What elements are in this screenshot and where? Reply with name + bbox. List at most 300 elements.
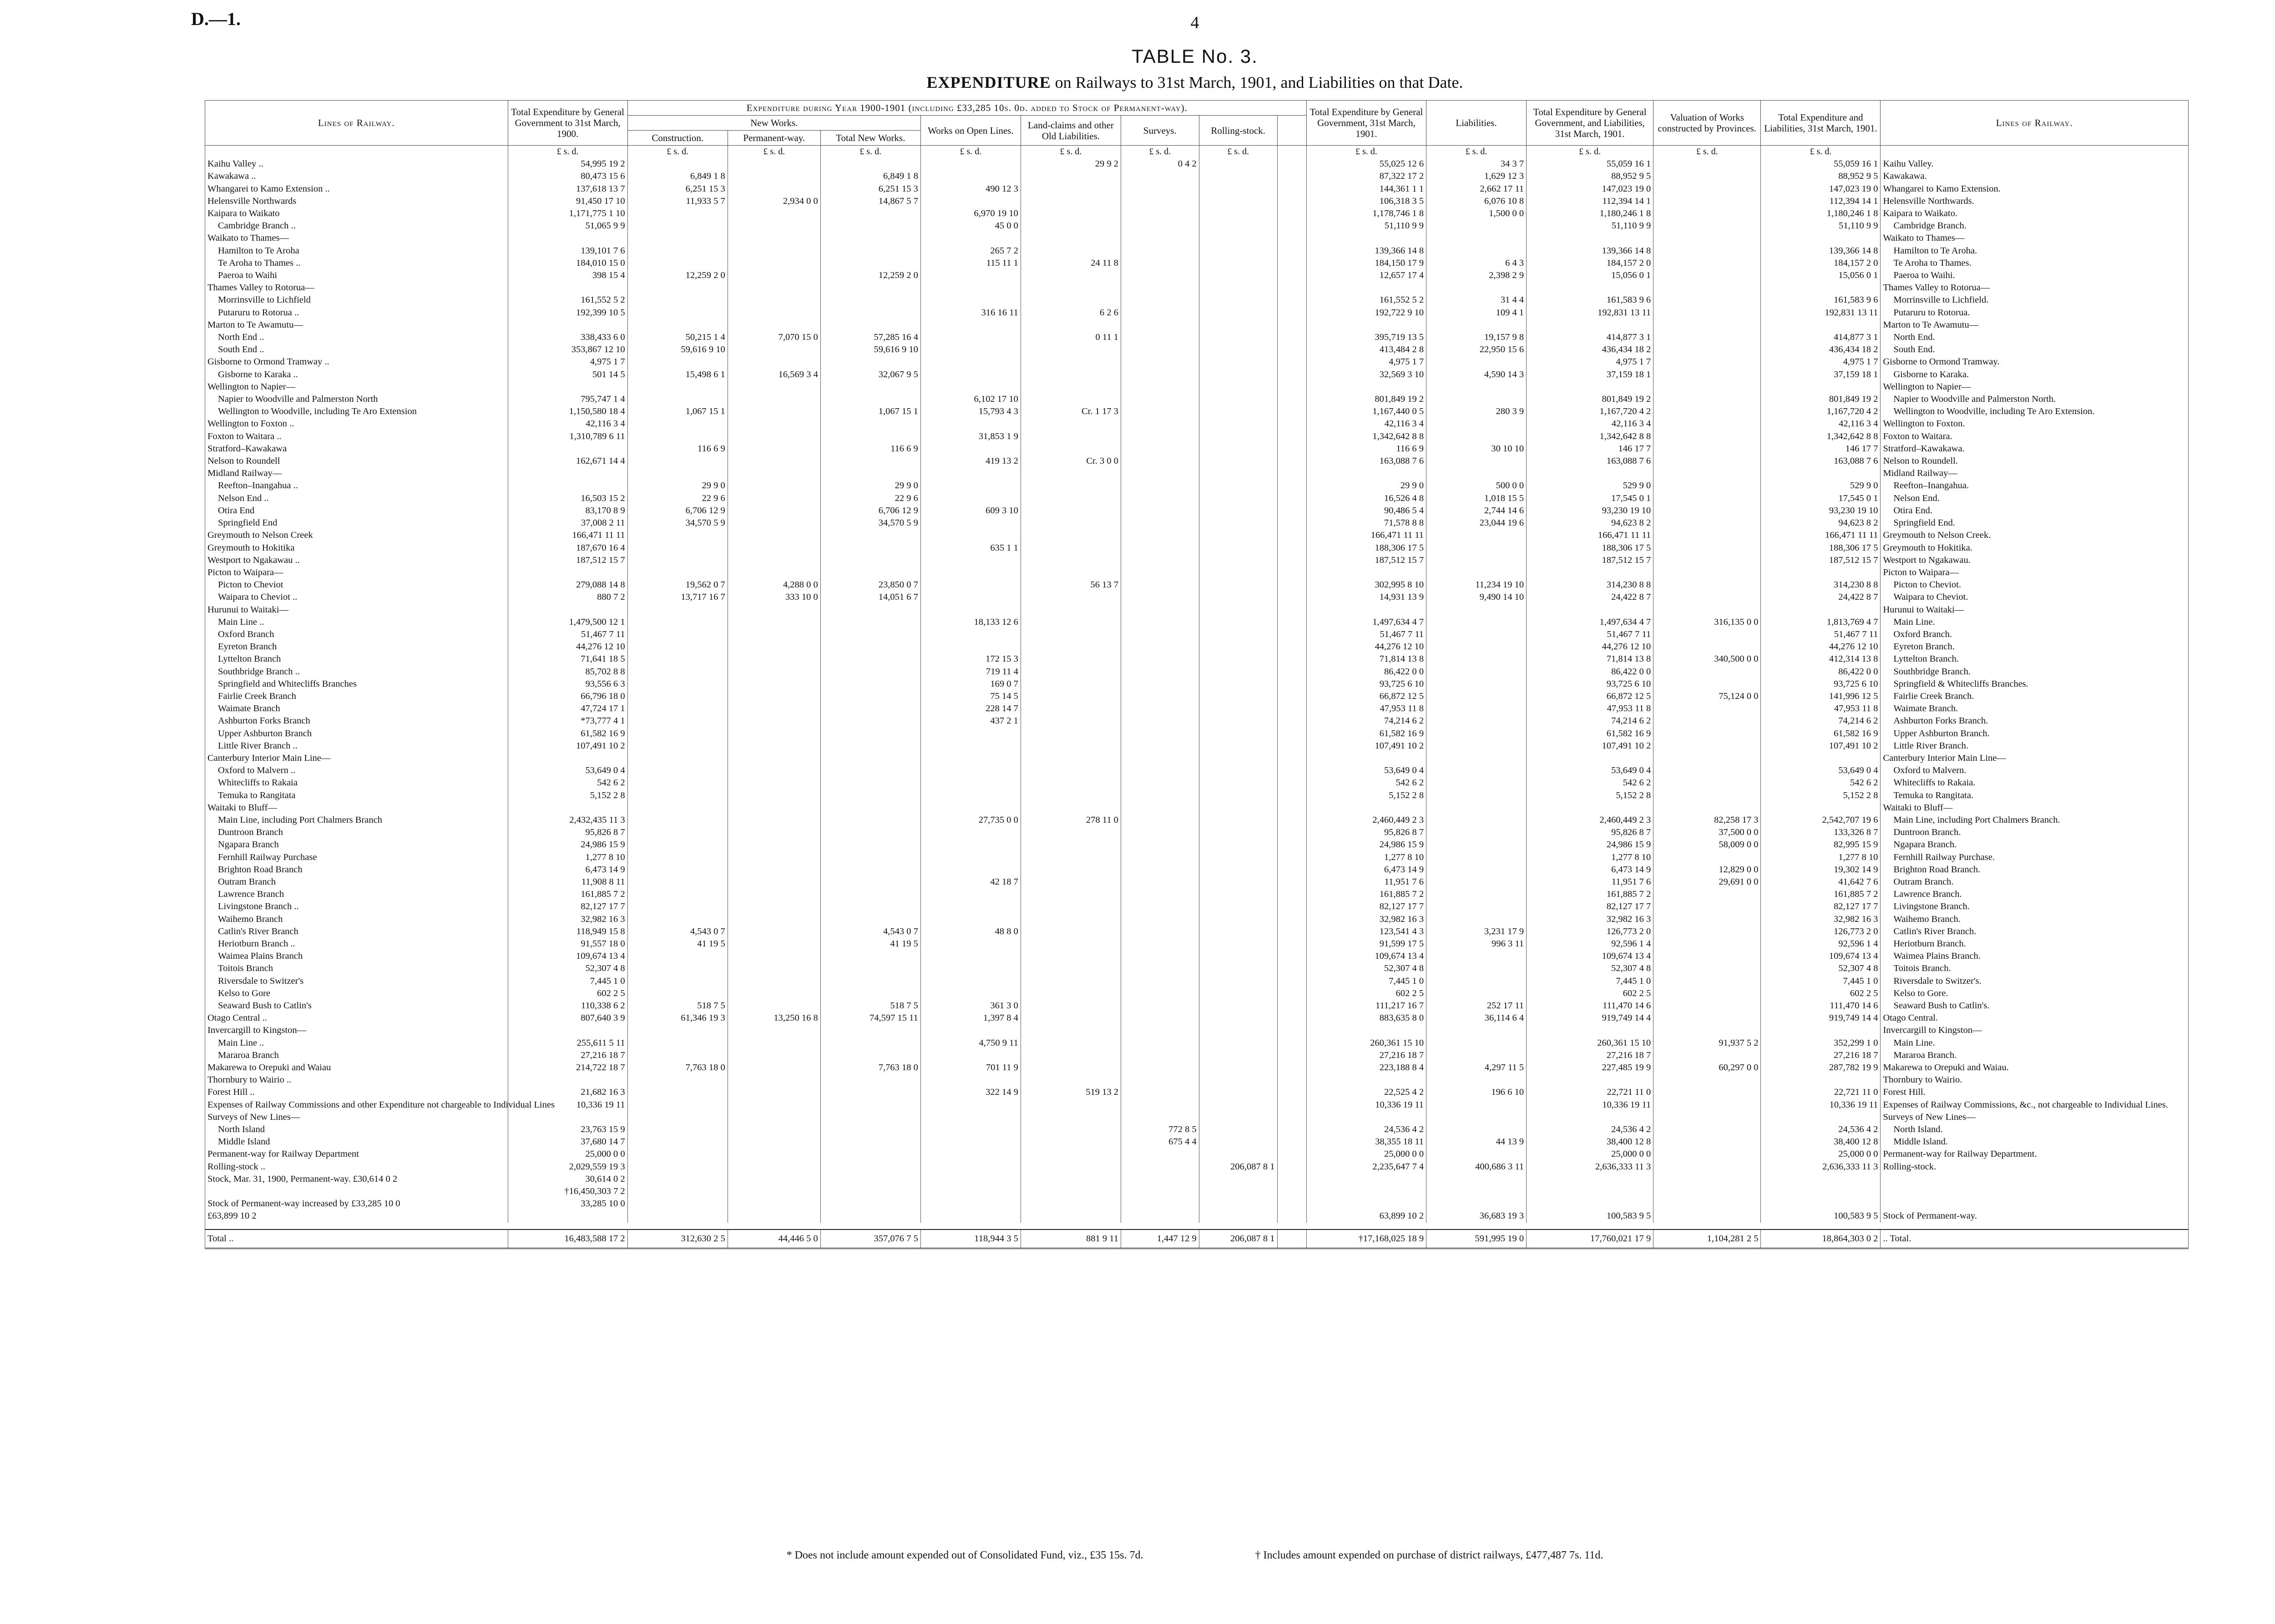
amount-cell: 66,796 18 0 bbox=[508, 690, 627, 703]
amount-cell: 34 3 7 bbox=[1426, 158, 1527, 170]
amount-cell bbox=[728, 170, 820, 182]
amount-cell bbox=[1199, 1074, 1277, 1086]
line-name: Springfield End bbox=[205, 517, 508, 529]
amount-cell bbox=[920, 331, 1021, 344]
units-cell: £ s. d. bbox=[1199, 146, 1277, 158]
line-name: Brighton Road Branch bbox=[205, 864, 508, 876]
amount-cell bbox=[1199, 764, 1277, 777]
amount-cell: 278 11 0 bbox=[1021, 814, 1121, 826]
amount-cell: 2,460,449 2 3 bbox=[1307, 814, 1426, 826]
line-name-right: Greymouth to Hokitika. bbox=[1881, 542, 2189, 554]
line-name: Westport to Ngakawau .. bbox=[205, 554, 508, 567]
line-name: Outram Branch bbox=[205, 876, 508, 888]
line-name: Seaward Bush to Catlin's bbox=[205, 1000, 508, 1012]
amount-cell bbox=[820, 1123, 920, 1136]
amount-cell: 53,649 0 4 bbox=[1307, 764, 1426, 777]
line-name-right: Reefton–Inangahua. bbox=[1881, 480, 2189, 492]
amount-cell: 51,110 9 9 bbox=[1527, 220, 1653, 232]
spacer-cell bbox=[1277, 282, 1307, 294]
amount-cell bbox=[1121, 901, 1199, 913]
amount-cell bbox=[1121, 220, 1199, 232]
spacer-cell bbox=[1277, 641, 1307, 653]
amount-cell: 7,070 15 0 bbox=[728, 331, 820, 344]
amount-cell bbox=[728, 938, 820, 950]
table-row bbox=[205, 505, 2189, 517]
amount-cell: 17,760,021 17 9 bbox=[1527, 1229, 1653, 1249]
amount-cell bbox=[1653, 764, 1761, 777]
line-name: Stratford–Kawakawa bbox=[205, 443, 508, 455]
amount-cell bbox=[1653, 269, 1761, 282]
table-row bbox=[205, 467, 2189, 480]
line-name: Mararoa Branch bbox=[205, 1049, 508, 1062]
amount-cell: 187,512 15 7 bbox=[1527, 554, 1653, 567]
table-row bbox=[205, 307, 2189, 319]
amount-cell bbox=[1021, 1198, 1121, 1210]
col-during-year: Expenditure during Year 1900-1901 (including £33,285 10s. 0d. added to Stock of Permanent-way). bbox=[627, 101, 1306, 116]
amount-cell bbox=[1021, 294, 1121, 306]
spacer-cell bbox=[1277, 405, 1307, 418]
amount-cell bbox=[920, 1123, 1021, 1136]
amount-cell: 518 7 5 bbox=[627, 1000, 728, 1012]
amount-cell bbox=[1021, 962, 1121, 975]
amount-cell bbox=[920, 517, 1021, 529]
amount-cell bbox=[1653, 331, 1761, 344]
amount-cell bbox=[1021, 344, 1121, 356]
amount-cell: 144,361 1 1 bbox=[1307, 183, 1426, 195]
amount-cell: 107,491 10 2 bbox=[1307, 740, 1426, 752]
table-row bbox=[205, 740, 2189, 752]
amount-cell: 92,596 1 4 bbox=[1761, 938, 1881, 950]
amount-cell: 801,849 19 2 bbox=[1527, 393, 1653, 405]
amount-cell bbox=[1121, 826, 1199, 839]
amount-cell bbox=[1653, 1161, 1761, 1173]
amount-cell: 88,952 9 5 bbox=[1527, 170, 1653, 182]
amount-cell: 118,944 3 5 bbox=[920, 1229, 1021, 1249]
spacer-cell bbox=[1277, 455, 1307, 467]
amount-cell bbox=[1121, 344, 1199, 356]
amount-cell: 184,157 2 0 bbox=[1527, 257, 1653, 269]
amount-cell: 116 6 9 bbox=[820, 443, 920, 455]
amount-cell: 0 4 2 bbox=[1121, 158, 1199, 170]
amount-cell bbox=[1426, 356, 1527, 368]
spacer-cell bbox=[1277, 777, 1307, 789]
amount-cell bbox=[1307, 282, 1426, 294]
amount-cell: 52,307 4 8 bbox=[1307, 962, 1426, 975]
amount-cell: 17,545 0 1 bbox=[1527, 492, 1653, 505]
amount-cell: 6,076 10 8 bbox=[1426, 195, 1527, 207]
amount-cell bbox=[820, 158, 920, 170]
amount-cell bbox=[1021, 183, 1121, 195]
amount-cell bbox=[728, 1210, 820, 1222]
amount-cell bbox=[1426, 826, 1527, 839]
table-row bbox=[205, 728, 2189, 740]
amount-cell: 591,995 19 0 bbox=[1426, 1229, 1527, 1249]
amount-cell bbox=[508, 232, 627, 244]
amount-cell: 795,747 1 4 bbox=[508, 393, 627, 405]
table-row bbox=[205, 369, 2189, 381]
line-name: Kawakawa .. bbox=[205, 170, 508, 182]
amount-cell: 59,616 9 10 bbox=[820, 344, 920, 356]
amount-cell: 31 4 4 bbox=[1426, 294, 1527, 306]
amount-cell bbox=[627, 455, 728, 467]
amount-cell bbox=[1653, 901, 1761, 913]
line-name: Picton to Waipara— bbox=[205, 567, 508, 579]
table-row bbox=[205, 1024, 2189, 1037]
amount-cell: 22,950 15 6 bbox=[1426, 344, 1527, 356]
amount-cell bbox=[728, 1136, 820, 1148]
amount-cell bbox=[728, 517, 820, 529]
amount-cell bbox=[1199, 938, 1277, 950]
amount-cell bbox=[1121, 443, 1199, 455]
amount-cell bbox=[728, 740, 820, 752]
amount-cell bbox=[920, 901, 1021, 913]
amount-cell bbox=[1121, 1012, 1199, 1024]
amount-cell bbox=[1021, 851, 1121, 864]
line-name: Lawrence Branch bbox=[205, 888, 508, 901]
amount-cell bbox=[1761, 1074, 1881, 1086]
amount-cell bbox=[1199, 814, 1277, 826]
amount-cell bbox=[820, 257, 920, 269]
line-name: Kaihu Valley .. bbox=[205, 158, 508, 170]
amount-cell bbox=[820, 764, 920, 777]
amount-cell bbox=[1426, 1173, 1527, 1185]
amount-cell bbox=[627, 294, 728, 306]
amount-cell bbox=[1021, 542, 1121, 554]
amount-cell: 92,596 1 4 bbox=[1527, 938, 1653, 950]
amount-cell: 44,276 12 10 bbox=[1307, 641, 1426, 653]
amount-cell: 2,542,707 19 6 bbox=[1761, 814, 1881, 826]
amount-cell bbox=[920, 1198, 1021, 1210]
spacer-cell bbox=[1277, 1099, 1307, 1111]
amount-cell bbox=[1653, 641, 1761, 653]
amount-cell bbox=[728, 1086, 820, 1098]
amount-cell bbox=[1426, 950, 1527, 962]
amount-cell bbox=[920, 1136, 1021, 1148]
amount-cell bbox=[1199, 950, 1277, 962]
amount-cell: 116 6 9 bbox=[1307, 443, 1426, 455]
amount-cell bbox=[627, 690, 728, 703]
spacer-cell bbox=[1277, 1074, 1307, 1086]
amount-cell: 32,982 16 3 bbox=[1307, 913, 1426, 926]
line-name-right: Little River Branch. bbox=[1881, 740, 2189, 752]
amount-cell: 1,171,775 1 10 bbox=[508, 207, 627, 220]
spacer-cell bbox=[1277, 740, 1307, 752]
amount-cell bbox=[1653, 183, 1761, 195]
amount-cell: 29 9 0 bbox=[820, 480, 920, 492]
amount-cell bbox=[1199, 207, 1277, 220]
amount-cell bbox=[920, 740, 1021, 752]
spacer-cell bbox=[1277, 344, 1307, 356]
table-row bbox=[205, 777, 2189, 789]
amount-cell bbox=[728, 1185, 820, 1198]
amount-cell: 501 14 5 bbox=[508, 369, 627, 381]
amount-cell: 147,023 19 0 bbox=[1761, 183, 1881, 195]
amount-cell: 16,569 3 4 bbox=[728, 369, 820, 381]
amount-cell bbox=[920, 764, 1021, 777]
amount-cell bbox=[1021, 740, 1121, 752]
line-name: Waihemo Branch bbox=[205, 913, 508, 926]
amount-cell: 2,235,647 7 4 bbox=[1307, 1161, 1426, 1173]
amount-cell: 38,400 12 8 bbox=[1527, 1136, 1653, 1148]
amount-cell bbox=[627, 740, 728, 752]
amount-cell bbox=[920, 962, 1021, 975]
table-row bbox=[205, 455, 2189, 467]
col-total-new: Total New Works. bbox=[820, 131, 920, 146]
amount-cell bbox=[1426, 666, 1527, 678]
line-name: Putaruru to Rotorua .. bbox=[205, 307, 508, 319]
amount-cell: 635 1 1 bbox=[920, 542, 1021, 554]
amount-cell: 166,471 11 11 bbox=[1761, 529, 1881, 541]
amount-cell bbox=[1426, 703, 1527, 715]
amount-cell: 881 9 11 bbox=[1021, 1229, 1121, 1249]
amount-cell bbox=[1426, 752, 1527, 764]
amount-cell bbox=[820, 1086, 920, 1098]
amount-cell bbox=[920, 319, 1021, 331]
amount-cell bbox=[728, 319, 820, 331]
amount-cell bbox=[1121, 418, 1199, 430]
amount-cell bbox=[920, 195, 1021, 207]
col-open-lines: Works on Open Lines. bbox=[920, 116, 1021, 146]
amount-cell: 15,056 0 1 bbox=[1527, 269, 1653, 282]
amount-cell: 187,512 15 7 bbox=[508, 554, 627, 567]
amount-cell bbox=[508, 443, 627, 455]
amount-cell: 54,995 19 2 bbox=[508, 158, 627, 170]
amount-cell: 91,599 17 5 bbox=[1307, 938, 1426, 950]
amount-cell: 414,877 3 1 bbox=[1527, 331, 1653, 344]
amount-cell bbox=[728, 616, 820, 628]
amount-cell bbox=[728, 405, 820, 418]
amount-cell: 184,010 15 0 bbox=[508, 257, 627, 269]
amount-cell bbox=[920, 443, 1021, 455]
amount-cell bbox=[1653, 678, 1761, 690]
line-name: £63,899 10 2 bbox=[205, 1210, 508, 1222]
amount-cell bbox=[1121, 814, 1199, 826]
spacer-cell bbox=[1277, 888, 1307, 901]
amount-cell bbox=[1199, 690, 1277, 703]
amount-cell bbox=[920, 1074, 1021, 1086]
amount-cell: 126,773 2 0 bbox=[1527, 926, 1653, 938]
line-name: Canterbury Interior Main Line— bbox=[205, 752, 508, 764]
amount-cell bbox=[820, 356, 920, 368]
amount-cell: 139,366 14 8 bbox=[1761, 245, 1881, 257]
amount-cell bbox=[820, 1185, 920, 1198]
amount-cell: 187,512 15 7 bbox=[1307, 554, 1426, 567]
amount-cell bbox=[728, 430, 820, 443]
amount-cell bbox=[1199, 542, 1277, 554]
amount-cell bbox=[1121, 839, 1199, 851]
amount-cell: 38,400 12 8 bbox=[1761, 1136, 1881, 1148]
amount-cell bbox=[920, 1099, 1021, 1111]
amount-cell bbox=[1653, 728, 1761, 740]
amount-cell bbox=[508, 467, 627, 480]
amount-cell bbox=[1527, 232, 1653, 244]
amount-cell bbox=[1307, 319, 1426, 331]
amount-cell bbox=[920, 851, 1021, 864]
amount-cell: 24,422 8 7 bbox=[1761, 591, 1881, 603]
spacer-cell bbox=[1277, 319, 1307, 331]
amount-cell: 32,982 16 3 bbox=[1761, 913, 1881, 926]
amount-cell: 29 9 2 bbox=[1021, 158, 1121, 170]
table-row bbox=[205, 319, 2189, 331]
amount-cell: 51,110 9 9 bbox=[1307, 220, 1426, 232]
amount-cell bbox=[627, 430, 728, 443]
amount-cell bbox=[1426, 567, 1527, 579]
spacer-cell bbox=[1277, 393, 1307, 405]
line-name-right: Seaward Bush to Catlin's. bbox=[1881, 1000, 2189, 1012]
amount-cell: 27,735 0 0 bbox=[920, 814, 1021, 826]
line-name-right: Main Line, including Port Chalmers Branch. bbox=[1881, 814, 2189, 826]
amount-cell bbox=[920, 480, 1021, 492]
line-name: Permanent-way for Railway Department bbox=[205, 1148, 508, 1160]
line-name-right: Kelso to Gore. bbox=[1881, 987, 2189, 1000]
amount-cell: 338,433 6 0 bbox=[508, 331, 627, 344]
line-name: Rolling-stock .. bbox=[205, 1161, 508, 1173]
line-name-right: Springfield & Whitecliffs Branches. bbox=[1881, 678, 2189, 690]
amount-cell bbox=[1121, 207, 1199, 220]
amount-cell: 37,680 14 7 bbox=[508, 1136, 627, 1148]
amount-cell: 172 15 3 bbox=[920, 653, 1021, 665]
amount-cell bbox=[728, 220, 820, 232]
amount-cell: 118,949 15 8 bbox=[508, 926, 627, 938]
table-row bbox=[205, 938, 2189, 950]
amount-cell bbox=[1199, 839, 1277, 851]
amount-cell bbox=[920, 467, 1021, 480]
amount-cell bbox=[1121, 1000, 1199, 1012]
amount-cell bbox=[820, 864, 920, 876]
spacer-cell bbox=[1277, 183, 1307, 195]
line-name-right: Stock of Permanent-way. bbox=[1881, 1210, 2189, 1222]
amount-cell bbox=[920, 1049, 1021, 1062]
amount-cell bbox=[1121, 1210, 1199, 1222]
amount-cell bbox=[920, 1111, 1021, 1123]
amount-cell bbox=[1121, 319, 1199, 331]
amount-cell: 719 11 4 bbox=[920, 666, 1021, 678]
amount-cell bbox=[1426, 851, 1527, 864]
amount-cell bbox=[1426, 1198, 1527, 1210]
amount-cell bbox=[1653, 195, 1761, 207]
amount-cell bbox=[1761, 467, 1881, 480]
amount-cell bbox=[1527, 1111, 1653, 1123]
line-name-right: Picton to Waipara— bbox=[1881, 567, 2189, 579]
amount-cell bbox=[1021, 616, 1121, 628]
amount-cell bbox=[728, 690, 820, 703]
amount-cell: †17,168,025 18 9 bbox=[1307, 1229, 1426, 1249]
amount-cell bbox=[1021, 505, 1121, 517]
amount-cell: 11,933 5 7 bbox=[627, 195, 728, 207]
amount-cell bbox=[627, 381, 728, 393]
amount-cell bbox=[728, 480, 820, 492]
line-name: Middle Island bbox=[205, 1136, 508, 1148]
amount-cell bbox=[820, 1136, 920, 1148]
amount-cell: 29 9 0 bbox=[1307, 480, 1426, 492]
amount-cell: 91,557 18 0 bbox=[508, 938, 627, 950]
amount-cell bbox=[920, 777, 1021, 789]
amount-cell bbox=[820, 888, 920, 901]
spacer-cell bbox=[1277, 678, 1307, 690]
amount-cell: 316,135 0 0 bbox=[1653, 616, 1761, 628]
amount-cell: 22,525 4 2 bbox=[1307, 1086, 1426, 1098]
amount-cell: 109,674 13 4 bbox=[1761, 950, 1881, 962]
amount-cell bbox=[627, 245, 728, 257]
amount-cell: 196 6 10 bbox=[1426, 1086, 1527, 1098]
units-cell bbox=[1881, 146, 2189, 158]
amount-cell bbox=[1199, 1173, 1277, 1185]
table-row bbox=[205, 579, 2189, 591]
line-name: South End .. bbox=[205, 344, 508, 356]
amount-cell: 34,570 5 9 bbox=[627, 517, 728, 529]
amount-cell bbox=[1307, 567, 1426, 579]
amount-cell bbox=[1199, 728, 1277, 740]
amount-cell: 52,307 4 8 bbox=[1761, 962, 1881, 975]
table-row bbox=[205, 628, 2189, 641]
amount-cell: 44 13 9 bbox=[1426, 1136, 1527, 1148]
amount-cell: 19,302 14 9 bbox=[1761, 864, 1881, 876]
amount-cell bbox=[820, 826, 920, 839]
amount-cell bbox=[820, 1173, 920, 1185]
line-name: Waitaki to Bluff— bbox=[205, 802, 508, 814]
amount-cell bbox=[728, 926, 820, 938]
amount-cell bbox=[920, 567, 1021, 579]
units-cell: £ s. d. bbox=[1307, 146, 1426, 158]
amount-cell: 1,180,246 1 8 bbox=[1761, 207, 1881, 220]
amount-cell bbox=[1653, 987, 1761, 1000]
spacer-cell bbox=[1277, 158, 1307, 170]
line-name-right bbox=[1881, 1198, 2189, 1210]
line-name: Stock of Permanent-way increased by £33,285 10 0 bbox=[205, 1198, 508, 1210]
amount-cell bbox=[920, 1024, 1021, 1037]
amount-cell: 22 9 6 bbox=[820, 492, 920, 505]
amount-cell bbox=[820, 975, 920, 987]
amount-cell bbox=[1307, 381, 1426, 393]
amount-cell bbox=[1653, 480, 1761, 492]
table-row bbox=[205, 220, 2189, 232]
amount-cell: 7,445 1 0 bbox=[1307, 975, 1426, 987]
amount-cell: 3,231 17 9 bbox=[1426, 926, 1527, 938]
amount-cell bbox=[1527, 1198, 1653, 1210]
units-cell: £ s. d. bbox=[920, 146, 1021, 158]
amount-cell bbox=[1653, 467, 1761, 480]
spacer-cell bbox=[1277, 975, 1307, 987]
amount-cell bbox=[1199, 926, 1277, 938]
table-row bbox=[205, 826, 2189, 839]
amount-cell bbox=[627, 802, 728, 814]
amount-cell bbox=[627, 666, 728, 678]
table-row bbox=[205, 567, 2189, 579]
amount-cell bbox=[820, 616, 920, 628]
amount-cell bbox=[1021, 430, 1121, 443]
amount-cell bbox=[508, 480, 627, 492]
amount-cell bbox=[1121, 616, 1199, 628]
table-row bbox=[205, 802, 2189, 814]
amount-cell bbox=[1761, 1024, 1881, 1037]
amount-cell bbox=[1426, 962, 1527, 975]
amount-cell bbox=[1426, 529, 1527, 541]
amount-cell bbox=[1021, 245, 1121, 257]
spacer-cell bbox=[1277, 294, 1307, 306]
amount-cell bbox=[1199, 554, 1277, 567]
amount-cell bbox=[1021, 1173, 1121, 1185]
amount-cell: 1,067 15 1 bbox=[627, 405, 728, 418]
amount-cell: 1,277 8 10 bbox=[1761, 851, 1881, 864]
table-row bbox=[205, 356, 2189, 368]
table-row bbox=[205, 443, 2189, 455]
amount-cell: 50,215 1 4 bbox=[627, 331, 728, 344]
amount-cell bbox=[1199, 1111, 1277, 1123]
spacer-cell bbox=[1277, 1229, 1307, 1249]
amount-cell: 1,629 12 3 bbox=[1426, 170, 1527, 182]
amount-cell bbox=[1653, 430, 1761, 443]
amount-cell bbox=[820, 703, 920, 715]
